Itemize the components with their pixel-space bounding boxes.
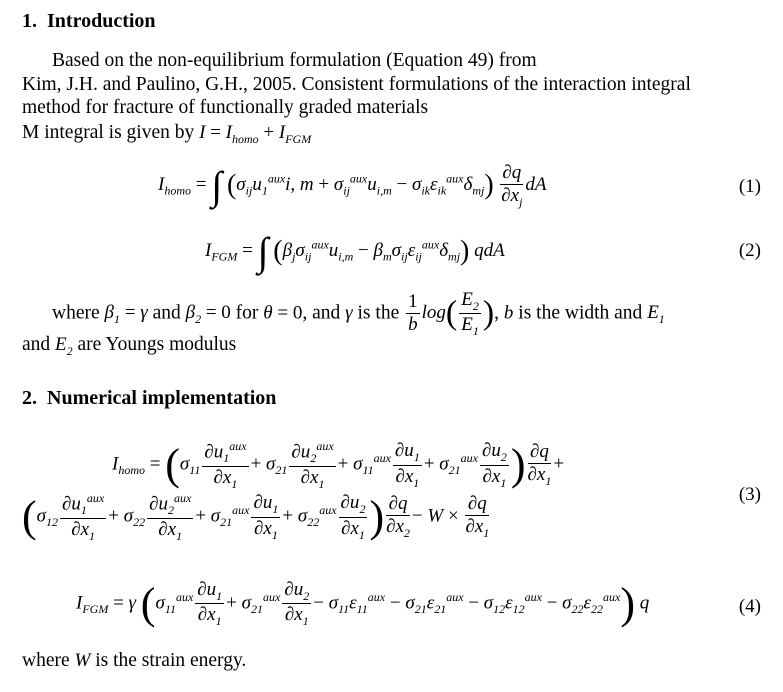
and-text-2: and	[22, 334, 51, 355]
equation-2-row	[0, 226, 783, 276]
b-symbol: b	[503, 302, 514, 324]
w-symbol: W	[74, 650, 91, 671]
equation-3-number: (3)	[738, 484, 761, 505]
equation-3-line-2: ($\sigma_{12}$ $\frac{\partial u_1^{aux}}{\partial x_1}$ + $\sigma_{22}$ $\frac{\partial u_2^{aux}}{\partial x_1}$ + $\sigma_{21}^{aux}$ $\frac{\partial u_1}{\partial x_1}$ + $\sigma_{22}^{aux}$ $\frac{\partial u_2}{\partial x_1}$ ) $\frac{\partial q}{\partial x_2}$ − W × $\frac{\partial q}{\partial x_1}$	[22, 491, 490, 543]
e2-symbol: $E_2$	[55, 334, 73, 358]
is-the-text: is the	[357, 302, 400, 324]
intro-line-2: Kim, J.H. and Paulino, G.H., 2005. Consistent formulations of the interaction integral	[22, 74, 691, 95]
youngs-line	[22, 334, 236, 359]
equation-4-row	[0, 580, 783, 636]
equation-1-row	[0, 160, 783, 216]
equation-3-line-1: $I_{homo} = (\sigma_{11}$ $\frac{\partial u_1^{aux}}{\partial x_1}$ + $\sigma_{21}$ $\frac{\partial u_2^{aux}}{\partial x_1}$ + $\sigma_{11}^{aux}$ $\frac{\partial u_1}{\partial x_1}$ + $\sigma_{21}^{aux}$ $\frac{\partial u_2}{\partial x_1}$ ) $\frac{\partial q}{\partial x_1}$ +	[112, 439, 565, 491]
e1-symbol: $E_1$	[647, 302, 665, 327]
where-text: where	[52, 302, 100, 324]
comma-text: ,	[494, 302, 500, 324]
beta-defs: $\beta_1 = \gamma$	[104, 302, 148, 327]
intro-line-4-text: M integral is given by	[22, 122, 195, 143]
and-text: , and	[302, 302, 341, 324]
intro-line-1: Based on the non-equilibrium formulation (Equation 49) from	[52, 50, 537, 71]
where-text: where	[22, 650, 70, 671]
equation-2: $I_{FGM}$ = ∫ $(\beta_j\sigma_{ij}^{aux}u_{i,m} - \beta_m\sigma_{ij}\varepsilon_{ij}^{aux}\delta_{mj})$ qdA	[205, 229, 505, 274]
beta2-def: $\beta_2 = 0$	[185, 302, 231, 327]
width-text: is the width and	[518, 302, 643, 324]
theta-def: θ = 0	[263, 302, 303, 324]
youngs-text: are Youngs modulus	[77, 334, 237, 355]
section-title: Introduction	[47, 10, 156, 32]
section-number: 1.	[22, 10, 37, 32]
equation-1: $I_{homo}$ = ∫ ($\sigma_{ij}u_1^{aux}i$, $m + \sigma_{ij}^{aux}u_{i,m} - \sigma_{ik}\varepsilon_{ik}^{aux}\delta_{mj}$) $\frac{\partial q}{\partial x_j}$ dA	[158, 161, 547, 209]
strain-energy-text: is the strain energy.	[95, 650, 247, 671]
equation-4-number: (4)	[738, 596, 761, 617]
gamma-expression: $\frac{1}{b}$ log( $\frac{E_2}{E_1}$ )	[408, 289, 495, 339]
for-text: for	[235, 302, 259, 324]
gamma-symbol: γ	[345, 302, 353, 324]
where-beta-line: where $\beta_1 = \gamma$ and $\beta_2 = 0$ for θ = 0, and γ is the $\frac{1}{b}$ log( $\frac{E_2}{E_1}$ ), b is the width and $E_1$	[52, 289, 665, 339]
section-title: Numerical implementation	[47, 387, 277, 409]
intro-line-4	[22, 122, 311, 147]
section-1-heading	[22, 10, 156, 33]
equation-3-row	[0, 440, 783, 560]
m-integral-definition: $I = I_{homo} + I_{FGM}$	[199, 122, 312, 146]
equation-1-number: (1)	[738, 176, 761, 197]
strain-energy-line	[22, 650, 246, 672]
equation-2-number: (2)	[738, 240, 761, 261]
section-number: 2.	[22, 387, 37, 409]
intro-line-3: method for fracture of functionally graded materials	[22, 97, 429, 118]
section-2-heading	[22, 387, 276, 410]
equation-4: $I_{FGM} = \gamma$ ($\sigma_{11}^{aux}$ $\frac{\partial u_1}{\partial x_1}$ + $\sigma_{21}^{aux}$ $\frac{\partial u_2}{\partial x_1}$ − $\sigma_{11}\varepsilon_{11}^{aux} - \sigma_{21}\varepsilon_{21}^{aux} - \sigma_{12}\varepsilon_{12}^{aux} - \sigma_{22}\varepsilon_{22}^{aux}$) q	[76, 578, 650, 629]
